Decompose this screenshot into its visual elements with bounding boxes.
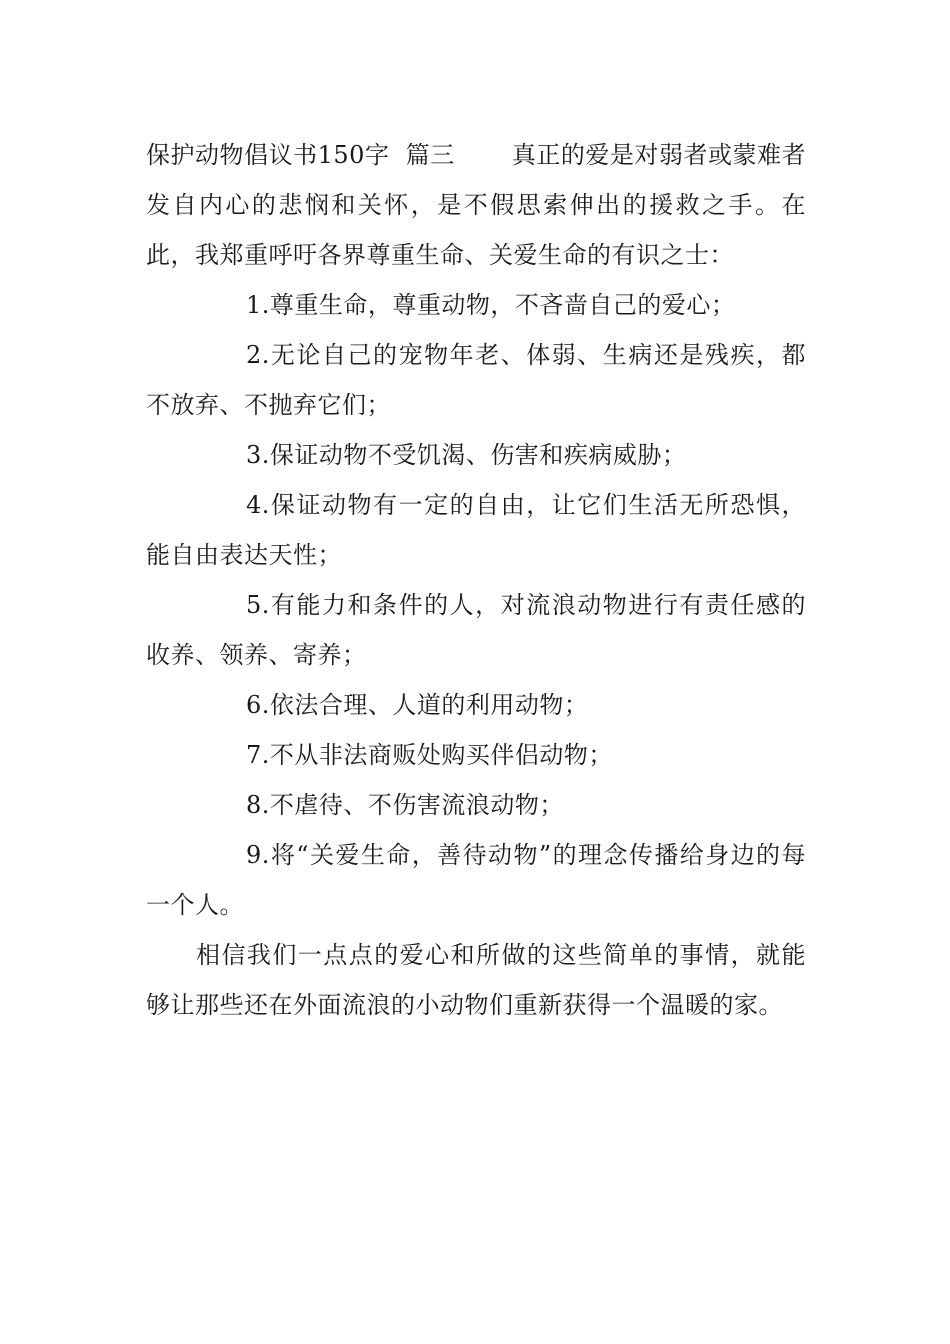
list-item xyxy=(146,330,806,430)
document-body xyxy=(146,130,806,1030)
list-item xyxy=(146,280,806,330)
list-item-text: 保证动物不受饥渴、伤害和疾病威胁； xyxy=(269,441,687,469)
list-item-text: 不从非法商贩处购买伴侣动物； xyxy=(269,741,613,769)
list-item-number: 5. xyxy=(246,591,270,619)
list-item-text: 不虐待、不伤害流浪动物； xyxy=(269,791,564,819)
list-item xyxy=(146,680,806,730)
list-item-number: 3. xyxy=(246,441,270,469)
section-label: 篇三 xyxy=(405,141,455,169)
list-item xyxy=(146,480,806,580)
closing-paragraph: 相信我们一点点的爱心和所做的这些简单的事情，就能够让那些还在外面流浪的小动物们重新获得一个温暖的家。 xyxy=(146,941,806,1019)
list-item xyxy=(146,780,806,830)
list-item xyxy=(146,730,806,780)
list-item-number: 4. xyxy=(246,491,270,519)
list-item-text: 有能力和条件的人，对流浪动物进行有责任感的收养、领养、寄养； xyxy=(146,591,806,669)
list-item-number: 2. xyxy=(246,341,270,369)
list-item-number: 7. xyxy=(246,741,270,769)
list-item xyxy=(146,830,806,930)
list-item xyxy=(146,430,806,480)
intro-text: 真正的爱是对弱者或蒙难者发自内心的悲悯和关怀，是不假思索伸出的援救之手。在此，我郑重呼吁各界尊重生命、关爱生命的有识之士： xyxy=(146,141,807,269)
list-item-number: 8. xyxy=(246,791,270,819)
list-item xyxy=(146,580,806,680)
list-item-text: 依法合理、人道的利用动物； xyxy=(269,691,589,719)
document-title: 保护动物倡议书150字 xyxy=(146,141,390,169)
intro-paragraph xyxy=(146,130,806,280)
list-item-text: 保证动物有一定的自由，让它们生活无所恐惧，能自由表达天性； xyxy=(146,491,806,569)
list-item-number: 9. xyxy=(246,841,270,869)
list-item-text: 将“关爱生命，善待动物”的理念传播给身边的每一个人。 xyxy=(146,841,806,919)
list-item-text: 无论自己的宠物年老、体弱、生病还是残疾，都不放弃、不抛弃它们； xyxy=(146,341,806,419)
list-item-number: 1. xyxy=(246,291,270,319)
list-item-text: 尊重生命，尊重动物，不吝啬自己的爱心； xyxy=(269,291,736,319)
list-item-number: 6. xyxy=(246,691,270,719)
